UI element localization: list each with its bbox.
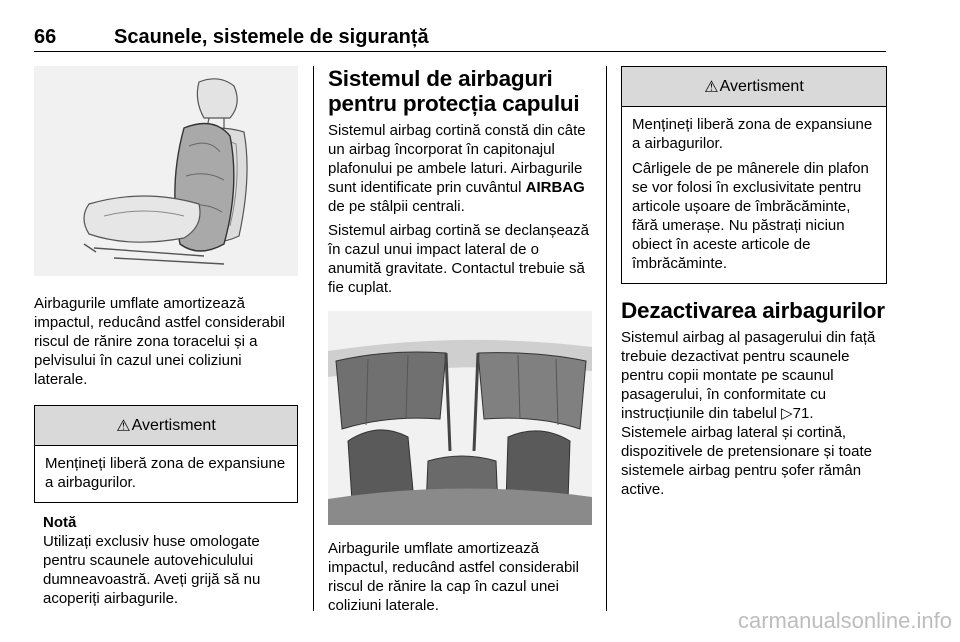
warning-header bbox=[622, 67, 886, 107]
deactivation-heading: Dezactivarea airbagurilor bbox=[621, 298, 885, 323]
airbag-label: AIRBAG bbox=[525, 179, 585, 196]
warning-text: Cârligele de pe mânerele din plafon se vor folosi în exclusivitate pentru articole ușoare de îmbrăcăminte, fără umerașe. Nu păstrați niciun obiect în aceste articole de îmbrăcăminte. bbox=[632, 160, 869, 272]
curtain-airbag-heading: Sistemul de airbaguri pentru protecția capului bbox=[328, 66, 580, 116]
warning-header bbox=[35, 406, 297, 446]
paragraph-text: Sistemul airbag al pasagerului din față trebuie dezactivat pentru scaunele pentru copii montate pe scaunul pasagerului, în conformitate cu instrucțiunile din tabelul bbox=[621, 329, 876, 422]
note-text: Utilizați exclusiv huse omologate pentru scaunele autovehiculului dumneavoastră. Aveți grijă să nu acoperiți airbagurile. bbox=[43, 533, 261, 607]
warning-body bbox=[35, 446, 297, 502]
warning-box bbox=[34, 405, 298, 503]
curtain-airbag-illustration bbox=[328, 311, 592, 525]
warning-title: Avertisment bbox=[131, 416, 216, 434]
seat-airbag-illustration bbox=[34, 66, 298, 276]
warning-text: Mențineți liberă zona de expansiune a airbagurilor. bbox=[45, 455, 286, 491]
section-title: Scaunele, sistemele de siguranță bbox=[114, 26, 429, 48]
column-divider bbox=[313, 66, 314, 611]
warning-title: Avertisment bbox=[719, 77, 804, 95]
page-reference-link[interactable]: 71 bbox=[792, 405, 810, 422]
curtain-image-caption: Airbagurile umflate amortizează impactul, reducând astfel considerabil riscul de rănire la cap în cazul unei coliziuni laterale. bbox=[328, 540, 579, 614]
paragraph-text: . bbox=[809, 405, 814, 422]
warning-box bbox=[621, 66, 887, 284]
warning-triangle-icon: ⚠ bbox=[116, 417, 131, 435]
page-reference-arrow-icon: ▷ bbox=[781, 405, 793, 422]
warning-body bbox=[622, 107, 886, 283]
seat-side-airbag-icon bbox=[34, 66, 298, 276]
paragraph-text: de pe stâlpii centrali. bbox=[328, 198, 465, 215]
watermark: carmanualsonline.info bbox=[737, 608, 952, 633]
curtain-airbag-icon bbox=[328, 311, 592, 525]
column-divider bbox=[606, 66, 607, 611]
page-header bbox=[34, 26, 886, 52]
header-divider bbox=[34, 51, 886, 52]
column-middle bbox=[328, 66, 592, 615]
page-number: 66 bbox=[34, 26, 57, 48]
column-left bbox=[34, 66, 298, 608]
seat-image-caption: Airbagurile umflate amortizează impactul, reducând astfel considerabil riscul de rănire zona toracelui și a pelvisului în cazul unei coliziuni laterale. bbox=[34, 295, 285, 388]
warning-text: Mențineți liberă zona de expansiune a airbagurilor. bbox=[632, 116, 873, 152]
column-right bbox=[621, 66, 887, 499]
note-block bbox=[34, 513, 298, 608]
deactivation-paragraph bbox=[621, 328, 887, 423]
warning-triangle-icon: ⚠ bbox=[704, 78, 719, 96]
curtain-airbag-paragraph bbox=[328, 121, 592, 216]
paragraph-text: Sistemul airbag cortină constă din câte un airbag încorporat în capitonajul plafonului pe ambele laturi. Airbagurile sunt identificate prin cuvântul bbox=[328, 122, 586, 196]
active-systems-paragraph: Sistemele airbag lateral și cortină, dispozitivele de pretensionare și toate sistemele airbag pentru șofer rămân active. bbox=[621, 424, 872, 498]
note-title: Notă bbox=[43, 514, 77, 531]
deployment-paragraph: Sistemul airbag cortină se declanșează în cazul unui impact lateral de o anumită gravitate. Contactul trebuie să fie cuplat. bbox=[328, 222, 589, 296]
